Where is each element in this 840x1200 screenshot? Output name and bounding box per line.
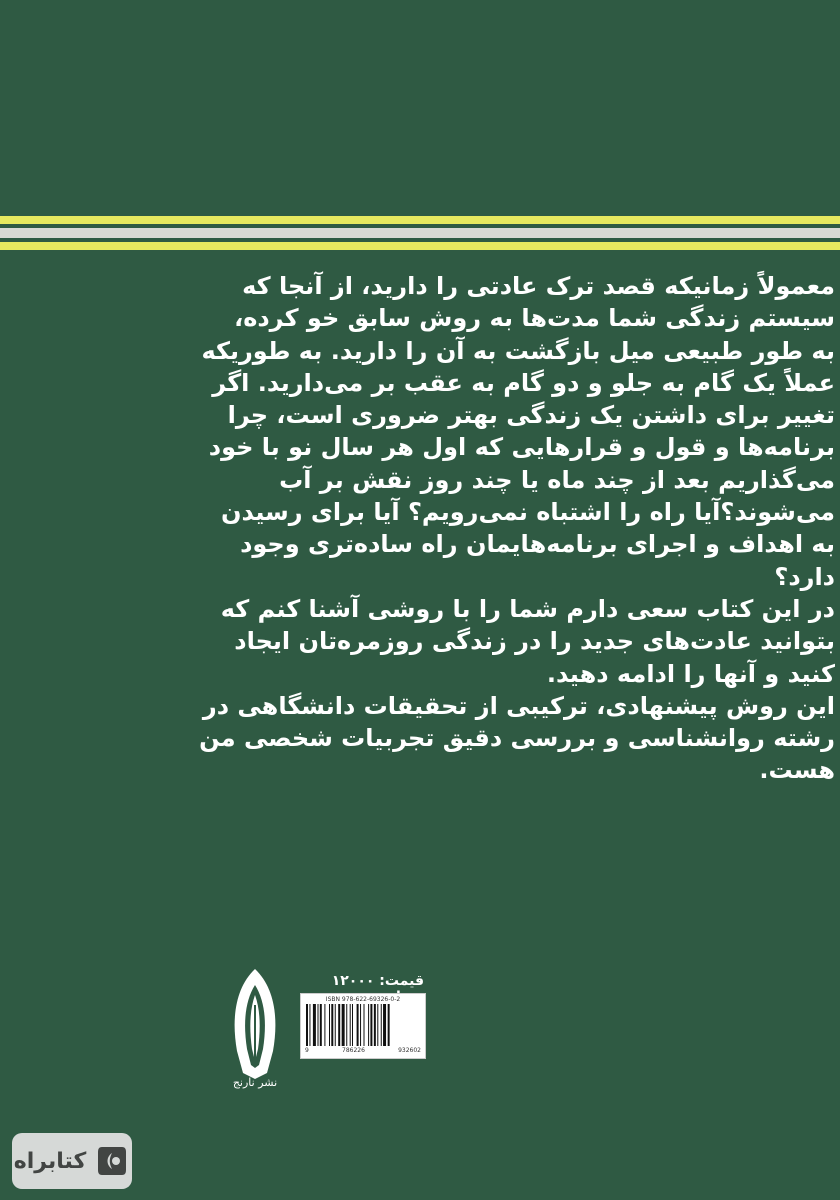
barcode-bar [331,1004,333,1046]
barcode-bar [364,1004,365,1046]
blurb-line: سیستم زندگی شما مدت‌ها به روش سابق خو کرده، [234,304,835,333]
barcode-bar [342,1004,345,1046]
barcode-digit-group: 786226 [342,1047,365,1054]
barcode-bar [381,1004,382,1046]
barcode-bar [324,1004,325,1046]
barcode-bar [329,1004,330,1046]
gray-stripe [0,228,840,238]
barcode-bars [305,1004,421,1046]
barcode-bar [320,1004,322,1046]
blurb-line: این روش پیشنهادی، ترکیبی از تحقیقات دانشگاهی در [202,691,835,720]
blurb-line: کنید و آنها را ادامه دهید. [546,659,835,688]
barcode-bar [357,1004,359,1046]
barcode-digits [305,1047,421,1054]
barcode-bar [368,1004,369,1046]
barcode-bar [352,1004,353,1046]
watermark-brand: کتابراه [13,1148,87,1174]
blurb-line: می‌گذاریم بعد از چند ماه یا چند روز نقش بر آب [279,465,835,494]
barcode-bar [306,1004,308,1046]
blurb-line: تغییر برای داشتن یک زندگی بهتر ضروری است، چرا [227,401,835,430]
yellow-stripe [0,242,840,250]
blurb-line: می‌شوند؟آیا راه را اشتباه نمی‌رویم؟ آیا برای رسیدن [220,498,835,527]
blurb-line: رشته روانشناسی و بررسی دقیق تجربیات شخصی من [199,724,835,753]
barcode-bar [313,1004,316,1046]
ketabrah-watermark[interactable] [12,1133,132,1189]
barcode-bar [350,1004,351,1046]
blurb-paragraph [100,690,835,787]
barcode-digit-group: 932602 [398,1047,421,1054]
barcode-bar [309,1004,310,1046]
barcode-bar [318,1004,319,1046]
blurb-line: عملاً یک گام به جلو و دو گام به عقب بر می‌دارید. اگر [212,368,835,397]
ketabrah-logo-icon [94,1143,130,1179]
barcode-bar [374,1004,376,1046]
blurb-line: بتوانید عادت‌های جدید را در زندگی روزمره‌تان ایجاد [234,627,835,656]
blurb-paragraph [100,270,835,593]
isbn-text: ISBN 978-622-69326-0-2 [325,996,401,1003]
blurb-line: در این کتاب سعی دارم شما را با روشی آشنا کنم که [220,594,835,623]
blurb-paragraph [100,593,835,690]
blurb-line: برنامه‌ها و قول و قرارهایی که اول هر سال نو با خود [208,433,835,462]
blurb-line: دارد؟ [774,562,835,591]
barcode-bar [377,1004,378,1046]
barcode-bar [346,1004,347,1046]
blurb-line: هست. [759,756,835,785]
isbn-barcode [300,993,426,1059]
barcode-digit-group: 9 [305,1047,309,1054]
barcode-bar [335,1004,336,1046]
back-cover-blurb [100,270,835,787]
blurb-line: معمولاً زمانیکه قصد ترک عادتی را دارید، از آنجا که [242,272,835,300]
barcode-bar [370,1004,372,1046]
yellow-stripe [0,216,840,224]
barcode-bar [338,1004,340,1046]
publisher-name: نشر نارنج [232,1076,278,1089]
blurb-line: به طور طبیعی میل بازگشت به آن را دارید. به طوریکه [201,336,835,365]
barcode-bar [360,1004,361,1046]
blurb-line: به اهداف و اجرای برنامه‌هایمان راه ساده‌تری وجود [240,530,835,559]
barcode-bar [388,1004,390,1046]
barcode-bar [383,1004,386,1046]
price-label: قیمت: ۱۲۰۰۰ [331,973,424,989]
